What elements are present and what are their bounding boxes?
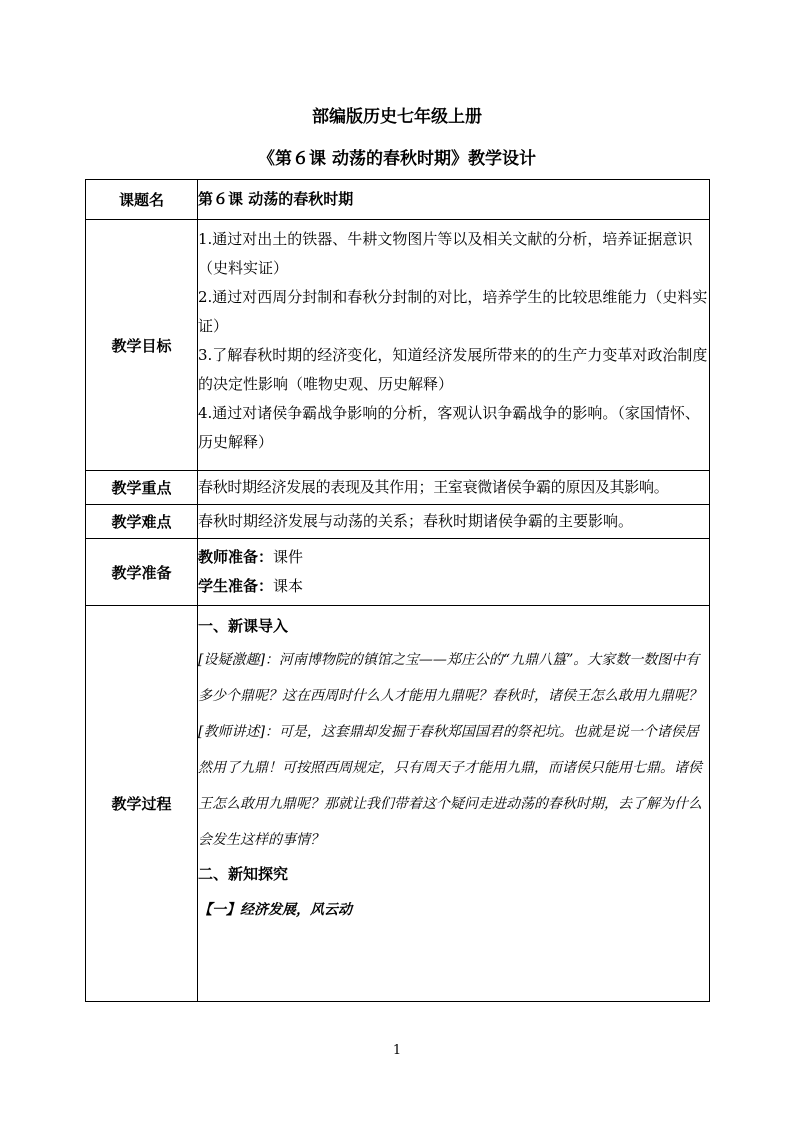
topic-label: 课题名 — [86, 180, 198, 220]
difficulties-value: 春秋时期经济发展与动荡的关系；春秋时期诸侯争霸的主要影响。 — [198, 505, 710, 539]
table-row — [86, 606, 710, 1002]
topic-value: 第６课 动荡的春秋时期 — [198, 180, 710, 220]
table-row — [86, 539, 710, 606]
document-title: 部编版历史七年级上册 — [312, 107, 482, 127]
table-row — [86, 180, 710, 220]
preparation-cell — [198, 539, 710, 606]
process-label: 教学过程 — [86, 606, 198, 1002]
goal-item: 2.通过对西周分封制和春秋分封制的对比，培养学生的比较思维能力（史料实证） — [198, 288, 708, 335]
teacher-preparation — [198, 543, 709, 572]
preparation-label: 教学准备 — [86, 539, 198, 606]
table-row — [86, 505, 710, 539]
process-paragraph: [教师讲述]：可是，这套鼎却发掘于春秋郑国国君的祭祀坑。也就是说一个诸侯居然用了九鼎！可按照西周规定，只有周天子才能用九鼎，而诸侯只能用七鼎。诸侯王怎么敢用九鼎呢？那就让我们带着这个疑问走进动荡的春秋时期，去了解为什么会发生这样的事情？ — [198, 724, 702, 848]
page-number: 1 — [392, 1043, 402, 1058]
goal-item: 1.通过对出土的铁器、牛耕文物图片等以及相关文献的分析，培养证据意识（史料实证） — [198, 230, 693, 277]
subsection-heading: 【一】经济发展，风云动 — [198, 902, 352, 918]
goal-item: 3.了解春秋时期的经济变化，知道经济发展所带来的的生产力变革对政治制度的决定性影响（唯物史观、历史解释） — [198, 346, 708, 393]
document-subtitle: 《第６课 动荡的春秋时期》教学设计 — [258, 149, 536, 169]
student-prep-value: 课本 — [273, 577, 304, 595]
table-row — [86, 471, 710, 505]
section-heading: 一、新课导入 — [198, 617, 289, 635]
table-row — [86, 220, 710, 471]
student-prep-label: 学生准备： — [198, 577, 274, 595]
goal-item: 4.通过对诸侯争霸战争影响的分析，客观认识争霸战争的影响。（家国情怀、历史解释） — [198, 404, 700, 451]
process-paragraph: [设疑激趣]：河南博物院的镇馆之宝——郑庄公的“九鼎八簋”。大家数一数图中有多少个鼎呢？这在西周时什么人才能用九鼎呢？春秋时，诸侯王怎么敢用九鼎呢？ — [198, 652, 702, 704]
student-preparation — [198, 572, 709, 601]
teacher-prep-value: 课件 — [273, 548, 304, 566]
process-cell — [198, 606, 710, 1002]
lesson-plan-table — [85, 179, 710, 1002]
section-heading: 二、新知探究 — [198, 865, 289, 883]
goals-label: 教学目标 — [86, 220, 198, 471]
difficulties-label: 教学难点 — [86, 505, 198, 539]
key-points-value: 春秋时期经济发展的表现及其作用；王室衰微诸侯争霸的原因及其影响。 — [198, 471, 710, 505]
goals-cell — [198, 220, 710, 471]
key-points-label: 教学重点 — [86, 471, 198, 505]
teacher-prep-label: 教师准备： — [198, 548, 274, 566]
